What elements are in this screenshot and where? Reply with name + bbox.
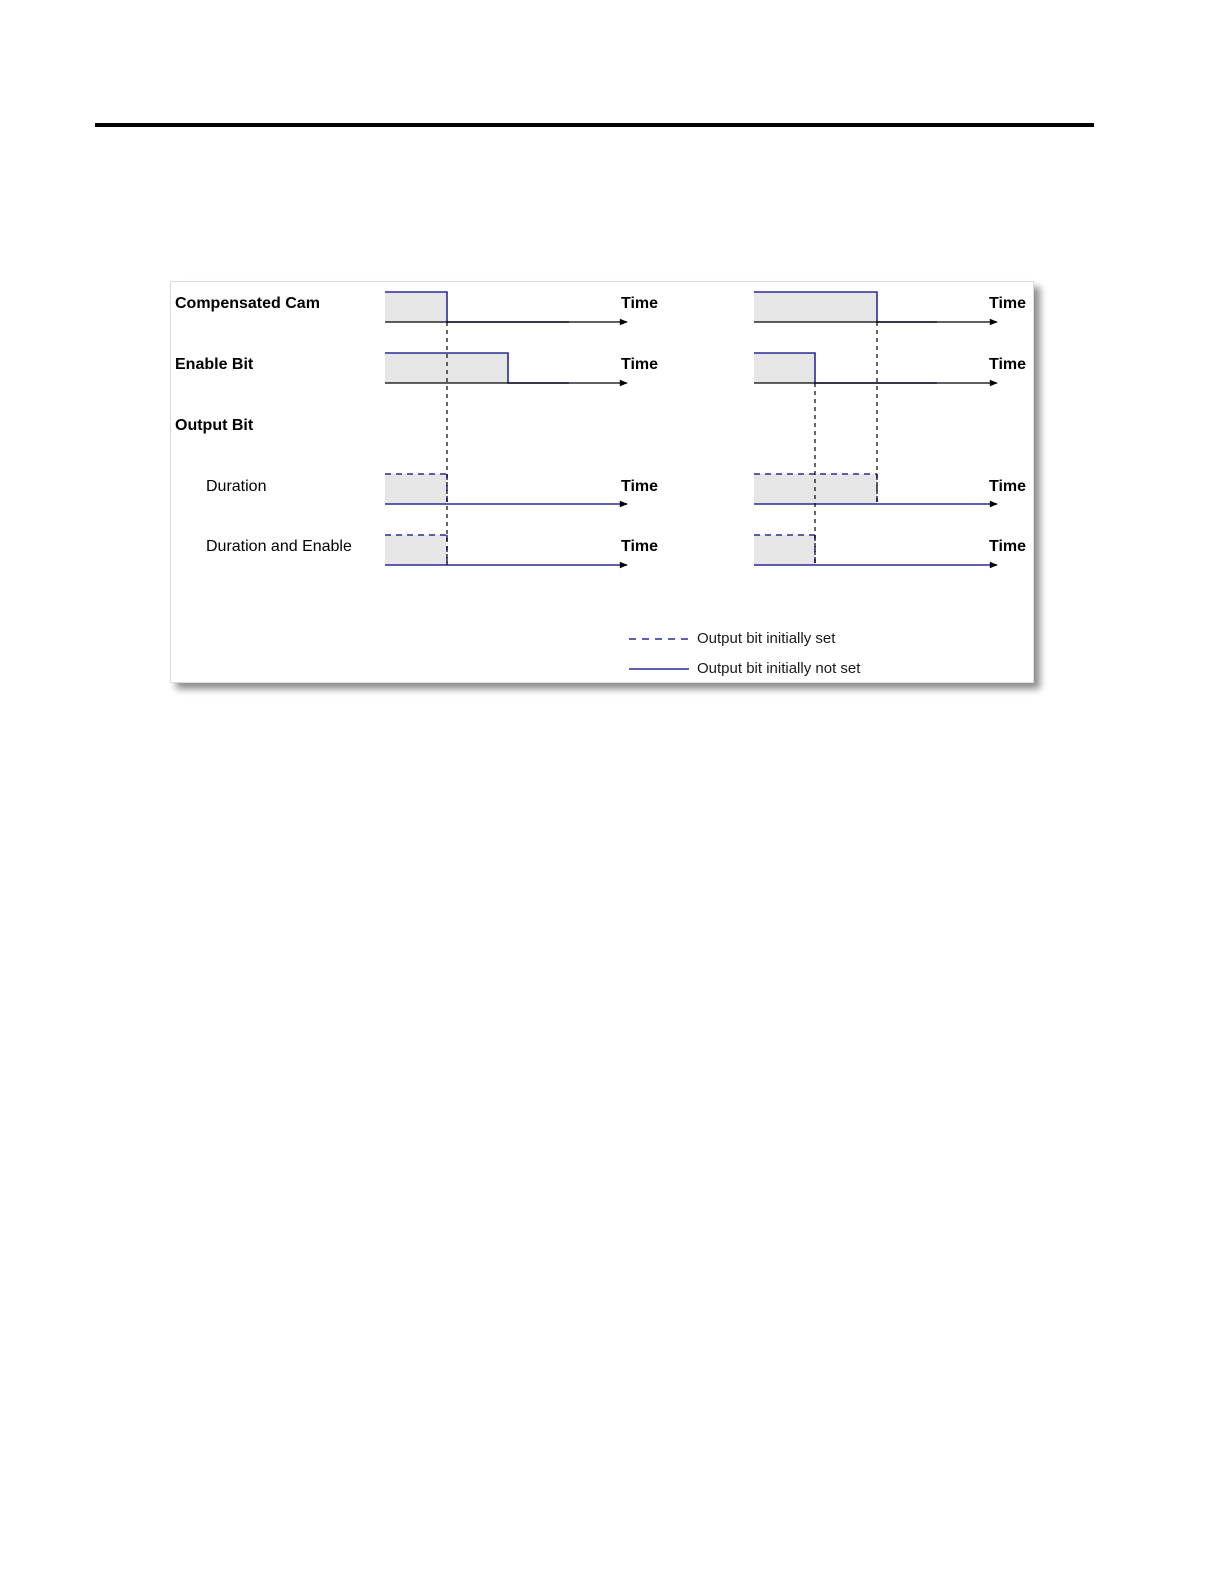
label-output-bit: Output Bit <box>175 417 254 434</box>
left-duration-enable-pulse-fill <box>385 535 447 565</box>
left-duration-enable-time-label: Time <box>621 538 659 555</box>
right-enable-time-label: Time <box>989 356 1027 373</box>
timing-diagram <box>170 281 1034 683</box>
legend-dashed-label: Output bit initially set <box>697 630 836 647</box>
left-enable-time-label: Time <box>621 356 659 373</box>
label-compensated-cam: Compensated Cam <box>175 295 320 312</box>
left-duration-time-label: Time <box>621 478 659 495</box>
right-duration-time-label: Time <box>989 478 1027 495</box>
left-duration-pulse-fill <box>385 474 447 504</box>
timing-diagram-graphics <box>171 282 1033 682</box>
label-enable-bit: Enable Bit <box>175 356 254 373</box>
label-duration: Duration <box>206 478 267 495</box>
left-cam-time-label: Time <box>621 295 659 312</box>
right-enable-pulse-fill <box>754 353 815 383</box>
right-duration-enable-pulse-fill <box>754 535 815 565</box>
top-rule <box>95 123 1094 127</box>
right-duration-enable-time-label: Time <box>989 538 1027 555</box>
left-cam-pulse-fill <box>385 292 447 322</box>
label-duration-and-enable: Duration and Enable <box>206 538 352 555</box>
legend-solid-label: Output bit initially not set <box>697 660 861 677</box>
right-cam-time-label: Time <box>989 295 1027 312</box>
right-cam-pulse-fill <box>754 292 877 322</box>
